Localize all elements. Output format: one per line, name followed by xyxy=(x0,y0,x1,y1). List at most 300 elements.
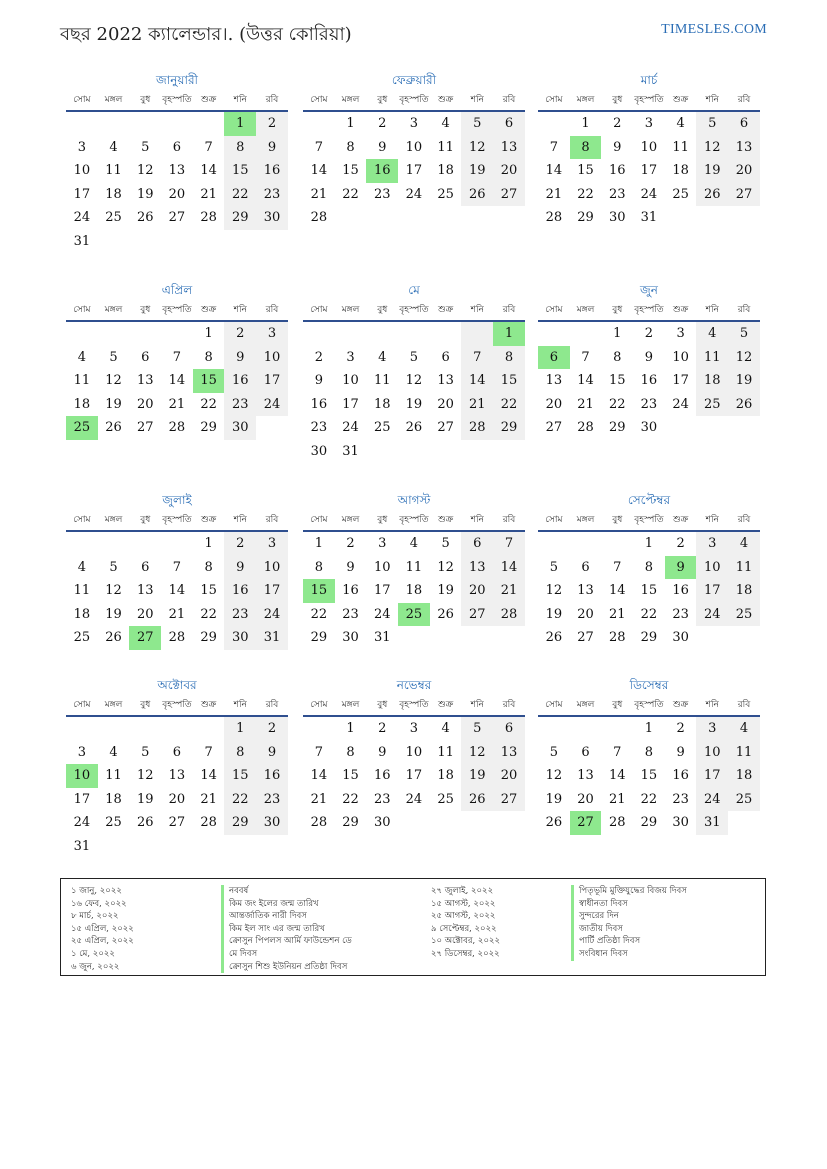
day-cell[interactable]: 13 xyxy=(437,373,454,388)
day-cell[interactable]: 12 xyxy=(545,583,563,598)
day-cell[interactable]: 27 xyxy=(168,210,186,225)
day-cell[interactable]: 14 xyxy=(310,768,328,783)
day-cell[interactable]: 21 xyxy=(608,791,626,807)
day-cell[interactable]: 26 xyxy=(105,630,122,645)
day-cell[interactable]: 29 xyxy=(640,815,658,830)
day-cell[interactable]: 12 xyxy=(696,136,728,160)
day-cell[interactable]: 7 xyxy=(172,349,182,365)
day-cell[interactable]: 26 xyxy=(461,788,493,812)
day-cell[interactable]: 15 xyxy=(303,579,335,603)
day-cell[interactable]: 20 xyxy=(461,579,493,603)
day-cell[interactable]: 5 xyxy=(549,744,558,760)
day-cell[interactable]: 3 xyxy=(409,116,419,131)
day-cell[interactable]: 10 xyxy=(640,139,658,155)
day-cell[interactable]: 5 xyxy=(549,559,558,575)
day-cell[interactable]: 20 xyxy=(577,791,594,807)
day-cell[interactable]: 16 xyxy=(672,768,689,783)
day-cell[interactable]: 3 xyxy=(644,116,654,131)
day-cell[interactable]: 23 xyxy=(373,186,391,202)
day-cell[interactable]: 21 xyxy=(577,396,594,412)
day-cell[interactable]: 12 xyxy=(437,559,454,575)
day-cell[interactable]: 21 xyxy=(608,606,626,622)
day-cell[interactable]: 24 xyxy=(373,606,391,622)
day-cell[interactable]: 24 xyxy=(672,396,689,412)
day-cell[interactable]: 27 xyxy=(545,420,563,435)
day-cell[interactable]: 14 xyxy=(168,583,186,598)
day-cell[interactable]: 6 xyxy=(172,139,182,155)
day-cell[interactable]: 9 xyxy=(676,744,685,760)
day-cell[interactable]: 4 xyxy=(77,349,86,365)
day-cell[interactable]: 25 xyxy=(696,393,728,417)
day-cell[interactable]: 27 xyxy=(437,420,454,435)
day-cell[interactable]: 11 xyxy=(405,559,423,575)
day-cell[interactable]: 25 xyxy=(105,210,122,225)
day-cell[interactable]: 23 xyxy=(672,791,689,807)
day-cell[interactable]: 21 xyxy=(168,396,186,412)
day-cell[interactable]: 20 xyxy=(168,791,186,807)
day-cell[interactable]: 18 xyxy=(405,583,423,598)
day-cell[interactable]: 28 xyxy=(545,210,563,225)
day-cell[interactable]: 9 xyxy=(314,373,323,388)
day-cell[interactable]: 6 xyxy=(538,346,570,370)
day-cell[interactable]: 13 xyxy=(168,768,186,783)
day-cell[interactable]: 6 xyxy=(141,559,150,575)
day-cell[interactable]: 18 xyxy=(437,163,454,178)
day-cell[interactable]: 4 xyxy=(676,116,685,131)
day-cell[interactable]: 31 xyxy=(73,233,91,249)
day-cell[interactable]: 15 xyxy=(493,369,525,393)
day-cell[interactable]: 14 xyxy=(608,583,626,598)
day-cell[interactable]: 21 xyxy=(310,791,328,807)
day-cell[interactable]: 23 xyxy=(640,396,658,412)
day-cell[interactable]: 16 xyxy=(366,159,398,183)
day-cell[interactable]: 15 xyxy=(342,768,359,783)
day-cell[interactable]: 24 xyxy=(342,420,359,435)
day-cell[interactable]: 6 xyxy=(172,744,182,760)
day-cell[interactable]: 6 xyxy=(728,112,760,136)
day-cell[interactable]: 20 xyxy=(577,606,594,622)
day-cell[interactable]: 25 xyxy=(672,186,689,202)
day-cell[interactable]: 25 xyxy=(728,788,760,812)
day-cell[interactable]: 18 xyxy=(73,606,91,622)
day-cell[interactable]: 22 xyxy=(224,788,256,812)
day-cell[interactable]: 9 xyxy=(665,556,697,580)
day-cell[interactable]: 11 xyxy=(73,373,91,388)
day-cell[interactable]: 16 xyxy=(342,583,359,598)
day-cell[interactable]: 28 xyxy=(310,210,328,225)
day-cell[interactable]: 19 xyxy=(461,159,493,183)
day-cell[interactable]: 11 xyxy=(672,139,689,155)
day-cell[interactable]: 15 xyxy=(342,163,359,178)
day-cell[interactable]: 5 xyxy=(109,349,118,365)
day-cell[interactable]: 17 xyxy=(405,163,423,178)
day-cell[interactable]: 30 xyxy=(224,626,256,650)
day-cell[interactable]: 28 xyxy=(577,420,594,435)
day-cell[interactable]: 16 xyxy=(373,768,391,783)
day-cell[interactable]: 7 xyxy=(172,559,182,575)
day-cell[interactable]: 28 xyxy=(168,420,186,435)
day-cell[interactable]: 6 xyxy=(141,349,150,365)
day-cell[interactable]: 30 xyxy=(224,416,256,440)
day-cell[interactable]: 18 xyxy=(672,163,689,178)
day-cell[interactable]: 10 xyxy=(696,556,728,580)
day-cell[interactable]: 10 xyxy=(256,556,288,580)
day-cell[interactable]: 29 xyxy=(224,206,256,230)
day-cell[interactable]: 18 xyxy=(105,186,122,202)
day-cell[interactable]: 1 xyxy=(644,536,654,551)
day-cell[interactable]: 1 xyxy=(346,116,355,131)
day-cell[interactable]: 6 xyxy=(581,559,590,575)
day-cell[interactable]: 26 xyxy=(437,606,454,622)
day-cell[interactable]: 29 xyxy=(608,420,626,435)
day-cell[interactable]: 9 xyxy=(644,349,654,365)
day-cell[interactable]: 15 xyxy=(640,768,658,783)
day-cell[interactable]: 17 xyxy=(73,186,91,202)
day-cell[interactable]: 19 xyxy=(136,791,154,807)
day-cell[interactable]: 17 xyxy=(696,579,728,603)
day-cell[interactable]: 18 xyxy=(728,579,760,603)
day-cell[interactable]: 10 xyxy=(373,559,391,575)
brand-link[interactable]: TIMESLES.COM xyxy=(661,22,767,37)
day-cell[interactable]: 12 xyxy=(105,373,122,388)
day-cell[interactable]: 13 xyxy=(136,583,154,598)
day-cell[interactable]: 15 xyxy=(608,373,626,388)
day-cell[interactable]: 25 xyxy=(73,630,91,645)
day-cell[interactable]: 29 xyxy=(200,630,217,645)
day-cell[interactable]: 11 xyxy=(105,768,122,783)
day-cell[interactable]: 10 xyxy=(73,163,91,178)
day-cell[interactable]: 30 xyxy=(672,815,689,830)
day-cell[interactable]: 25 xyxy=(66,416,98,440)
day-cell[interactable]: 29 xyxy=(224,811,256,835)
day-cell[interactable]: 1 xyxy=(314,536,323,551)
day-cell[interactable]: 7 xyxy=(493,532,525,556)
day-cell[interactable]: 4 xyxy=(409,536,419,551)
day-cell[interactable]: 27 xyxy=(570,811,602,835)
day-cell[interactable]: 8 xyxy=(644,559,654,575)
day-cell[interactable]: 20 xyxy=(136,606,154,622)
day-cell[interactable]: 16 xyxy=(672,583,689,598)
day-cell[interactable]: 27 xyxy=(577,630,594,645)
day-cell[interactable]: 13 xyxy=(168,163,186,178)
day-cell[interactable]: 7 xyxy=(581,349,590,365)
day-cell[interactable]: 9 xyxy=(346,559,355,575)
day-cell[interactable]: 2 xyxy=(378,116,387,131)
day-cell[interactable]: 24 xyxy=(640,186,658,202)
day-cell[interactable]: 30 xyxy=(640,420,658,435)
day-cell[interactable]: 26 xyxy=(545,815,563,830)
day-cell[interactable]: 4 xyxy=(378,349,387,365)
day-cell[interactable]: 11 xyxy=(73,583,91,598)
day-cell[interactable]: 13 xyxy=(545,373,563,388)
day-cell[interactable]: 10 xyxy=(672,349,689,365)
day-cell[interactable]: 31 xyxy=(373,630,391,645)
day-cell[interactable]: 24 xyxy=(256,603,288,627)
day-cell[interactable]: 14 xyxy=(545,163,563,178)
day-cell[interactable]: 15 xyxy=(640,583,658,598)
day-cell[interactable]: 4 xyxy=(696,322,728,346)
day-cell[interactable]: 6 xyxy=(461,532,493,556)
day-cell[interactable]: 26 xyxy=(461,183,493,207)
day-cell[interactable]: 1 xyxy=(346,721,355,736)
day-cell[interactable]: 14 xyxy=(577,373,594,388)
day-cell[interactable]: 27 xyxy=(168,815,186,830)
day-cell[interactable]: 5 xyxy=(441,536,450,551)
day-cell[interactable]: 6 xyxy=(581,744,590,760)
day-cell[interactable]: 15 xyxy=(193,369,225,393)
day-cell[interactable]: 23 xyxy=(256,788,288,812)
day-cell[interactable]: 30 xyxy=(373,815,391,830)
day-cell[interactable]: 3 xyxy=(256,532,288,556)
day-cell[interactable]: 9 xyxy=(256,136,288,160)
day-cell[interactable]: 20 xyxy=(545,396,563,412)
day-cell[interactable]: 21 xyxy=(545,186,563,202)
day-cell[interactable]: 21 xyxy=(200,186,217,202)
day-cell[interactable]: 8 xyxy=(346,139,355,155)
day-cell[interactable]: 22 xyxy=(310,606,328,622)
day-cell[interactable]: 10 xyxy=(696,741,728,765)
day-cell[interactable]: 19 xyxy=(105,606,122,622)
day-cell[interactable]: 7 xyxy=(461,346,493,370)
day-cell[interactable]: 25 xyxy=(373,420,391,435)
day-cell[interactable]: 15 xyxy=(224,764,256,788)
day-cell[interactable]: 30 xyxy=(256,206,288,230)
day-cell[interactable]: 6 xyxy=(493,112,525,136)
day-cell[interactable]: 20 xyxy=(728,159,760,183)
day-cell[interactable]: 23 xyxy=(224,393,256,417)
day-cell[interactable]: 25 xyxy=(728,603,760,627)
day-cell[interactable]: 22 xyxy=(640,791,658,807)
day-cell[interactable]: 24 xyxy=(405,791,423,807)
day-cell[interactable]: 22 xyxy=(200,606,217,622)
day-cell[interactable]: 14 xyxy=(608,768,626,783)
day-cell[interactable]: 20 xyxy=(493,159,525,183)
day-cell[interactable]: 26 xyxy=(545,630,563,645)
day-cell[interactable]: 7 xyxy=(204,139,213,155)
day-cell[interactable]: 10 xyxy=(405,139,423,155)
day-cell[interactable]: 10 xyxy=(66,764,98,788)
day-cell[interactable]: 10 xyxy=(405,744,423,760)
day-cell[interactable]: 21 xyxy=(310,186,328,202)
day-cell[interactable]: 1 xyxy=(493,322,525,346)
day-cell[interactable]: 15 xyxy=(200,583,217,598)
day-cell[interactable]: 24 xyxy=(696,788,728,812)
day-cell[interactable]: 23 xyxy=(373,791,391,807)
day-cell[interactable]: 3 xyxy=(346,349,355,365)
day-cell[interactable]: 14 xyxy=(168,373,186,388)
day-cell[interactable]: 30 xyxy=(342,630,359,645)
day-cell[interactable]: 23 xyxy=(224,603,256,627)
day-cell[interactable]: 18 xyxy=(728,764,760,788)
day-cell[interactable]: 17 xyxy=(672,373,689,388)
day-cell[interactable]: 17 xyxy=(256,579,288,603)
day-cell[interactable]: 8 xyxy=(644,744,654,760)
day-cell[interactable]: 24 xyxy=(696,603,728,627)
day-cell[interactable]: 1 xyxy=(224,112,256,136)
day-cell[interactable]: 19 xyxy=(545,606,563,622)
day-cell[interactable]: 18 xyxy=(696,369,728,393)
day-cell[interactable]: 9 xyxy=(613,139,622,155)
day-cell[interactable]: 4 xyxy=(109,744,118,760)
day-cell[interactable]: 3 xyxy=(256,322,288,346)
day-cell[interactable]: 21 xyxy=(493,579,525,603)
day-cell[interactable]: 10 xyxy=(256,346,288,370)
day-cell[interactable]: 16 xyxy=(640,373,658,388)
day-cell[interactable]: 19 xyxy=(105,396,122,412)
day-cell[interactable]: 29 xyxy=(342,815,359,830)
day-cell[interactable]: 19 xyxy=(437,583,454,598)
day-cell[interactable]: 11 xyxy=(373,373,391,388)
day-cell[interactable]: 2 xyxy=(613,116,622,131)
day-cell[interactable]: 11 xyxy=(728,556,760,580)
day-cell[interactable]: 22 xyxy=(577,186,594,202)
day-cell[interactable]: 26 xyxy=(136,815,154,830)
day-cell[interactable]: 8 xyxy=(224,136,256,160)
day-cell[interactable]: 16 xyxy=(224,369,256,393)
day-cell[interactable]: 12 xyxy=(105,583,122,598)
day-cell[interactable]: 19 xyxy=(545,791,563,807)
day-cell[interactable]: 3 xyxy=(696,532,728,556)
day-cell[interactable]: 2 xyxy=(256,112,288,136)
day-cell[interactable]: 23 xyxy=(672,606,689,622)
day-cell[interactable]: 28 xyxy=(493,603,525,627)
day-cell[interactable]: 13 xyxy=(577,583,594,598)
day-cell[interactable]: 28 xyxy=(608,815,626,830)
day-cell[interactable]: 12 xyxy=(728,346,760,370)
day-cell[interactable]: 17 xyxy=(696,764,728,788)
day-cell[interactable]: 5 xyxy=(409,349,419,365)
day-cell[interactable]: 28 xyxy=(200,815,217,830)
day-cell[interactable]: 7 xyxy=(204,744,213,760)
day-cell[interactable]: 17 xyxy=(405,768,423,783)
day-cell[interactable]: 19 xyxy=(461,764,493,788)
day-cell[interactable]: 12 xyxy=(545,768,563,783)
day-cell[interactable]: 22 xyxy=(640,606,658,622)
day-cell[interactable]: 17 xyxy=(342,396,359,412)
day-cell[interactable]: 2 xyxy=(256,717,288,741)
day-cell[interactable]: 28 xyxy=(461,416,493,440)
day-cell[interactable]: 14 xyxy=(200,163,217,178)
day-cell[interactable]: 5 xyxy=(461,112,493,136)
day-cell[interactable]: 2 xyxy=(224,322,256,346)
day-cell[interactable]: 3 xyxy=(409,721,419,736)
day-cell[interactable]: 8 xyxy=(570,136,602,160)
day-cell[interactable]: 26 xyxy=(105,420,122,435)
day-cell[interactable]: 2 xyxy=(676,536,685,551)
day-cell[interactable]: 8 xyxy=(224,741,256,765)
day-cell[interactable]: 2 xyxy=(378,721,387,736)
day-cell[interactable]: 2 xyxy=(644,326,654,341)
day-cell[interactable]: 12 xyxy=(405,373,423,388)
day-cell[interactable]: 21 xyxy=(168,606,186,622)
day-cell[interactable]: 4 xyxy=(441,721,450,736)
day-cell[interactable]: 12 xyxy=(461,136,493,160)
day-cell[interactable]: 31 xyxy=(696,811,728,835)
day-cell[interactable]: 24 xyxy=(405,186,423,202)
day-cell[interactable]: 5 xyxy=(461,717,493,741)
day-cell[interactable]: 18 xyxy=(73,396,91,412)
day-cell[interactable]: 26 xyxy=(728,393,760,417)
day-cell[interactable]: 1 xyxy=(204,536,213,551)
day-cell[interactable]: 26 xyxy=(405,420,423,435)
day-cell[interactable]: 23 xyxy=(342,606,359,622)
day-cell[interactable]: 5 xyxy=(141,744,150,760)
day-cell[interactable]: 27 xyxy=(136,420,154,435)
day-cell[interactable]: 7 xyxy=(613,744,622,760)
day-cell[interactable]: 17 xyxy=(640,163,658,178)
day-cell[interactable]: 8 xyxy=(204,559,213,575)
day-cell[interactable]: 13 xyxy=(493,136,525,160)
day-cell[interactable]: 31 xyxy=(256,626,288,650)
day-cell[interactable]: 30 xyxy=(310,443,328,459)
day-cell[interactable]: 3 xyxy=(378,536,387,551)
day-cell[interactable]: 25 xyxy=(105,815,122,830)
day-cell[interactable]: 17 xyxy=(256,369,288,393)
day-cell[interactable]: 1 xyxy=(581,116,590,131)
day-cell[interactable]: 7 xyxy=(314,139,323,155)
day-cell[interactable]: 3 xyxy=(77,139,86,155)
day-cell[interactable]: 2 xyxy=(676,721,685,736)
day-cell[interactable]: 19 xyxy=(136,186,154,202)
day-cell[interactable]: 18 xyxy=(105,791,122,807)
day-cell[interactable]: 16 xyxy=(310,396,328,412)
day-cell[interactable]: 10 xyxy=(342,373,359,388)
day-cell[interactable]: 14 xyxy=(493,556,525,580)
day-cell[interactable]: 29 xyxy=(640,630,658,645)
day-cell[interactable]: 26 xyxy=(696,183,728,207)
day-cell[interactable]: 7 xyxy=(549,139,558,155)
day-cell[interactable]: 24 xyxy=(73,210,91,225)
day-cell[interactable]: 31 xyxy=(640,210,658,225)
day-cell[interactable]: 19 xyxy=(728,369,760,393)
day-cell[interactable]: 2 xyxy=(314,349,323,365)
day-cell[interactable]: 27 xyxy=(493,183,525,207)
day-cell[interactable]: 22 xyxy=(608,396,626,412)
day-cell[interactable]: 4 xyxy=(728,532,760,556)
day-cell[interactable]: 8 xyxy=(493,346,525,370)
day-cell[interactable]: 29 xyxy=(493,416,525,440)
day-cell[interactable]: 9 xyxy=(256,741,288,765)
day-cell[interactable]: 16 xyxy=(224,579,256,603)
day-cell[interactable]: 22 xyxy=(342,186,359,202)
day-cell[interactable]: 8 xyxy=(314,559,323,575)
day-cell[interactable]: 13 xyxy=(136,373,154,388)
day-cell[interactable]: 15 xyxy=(577,163,594,178)
day-cell[interactable]: 14 xyxy=(200,768,217,783)
day-cell[interactable]: 8 xyxy=(204,349,213,365)
day-cell[interactable]: 4 xyxy=(728,717,760,741)
day-cell[interactable]: 22 xyxy=(342,791,359,807)
day-cell[interactable]: 24 xyxy=(73,815,91,830)
day-cell[interactable]: 31 xyxy=(342,443,359,459)
day-cell[interactable]: 8 xyxy=(346,744,355,760)
day-cell[interactable]: 18 xyxy=(373,396,391,412)
day-cell[interactable]: 13 xyxy=(493,741,525,765)
day-cell[interactable]: 8 xyxy=(613,349,622,365)
day-cell[interactable]: 13 xyxy=(728,136,760,160)
day-cell[interactable]: 20 xyxy=(136,396,154,412)
day-cell[interactable]: 3 xyxy=(696,717,728,741)
day-cell[interactable]: 19 xyxy=(696,159,728,183)
day-cell[interactable]: 28 xyxy=(608,630,626,645)
day-cell[interactable]: 11 xyxy=(105,163,122,178)
day-cell[interactable]: 13 xyxy=(461,556,493,580)
day-cell[interactable]: 4 xyxy=(441,116,450,131)
day-cell[interactable]: 28 xyxy=(310,815,328,830)
day-cell[interactable]: 17 xyxy=(373,583,391,598)
day-cell[interactable]: 11 xyxy=(437,744,454,760)
day-cell[interactable]: 27 xyxy=(129,626,161,650)
